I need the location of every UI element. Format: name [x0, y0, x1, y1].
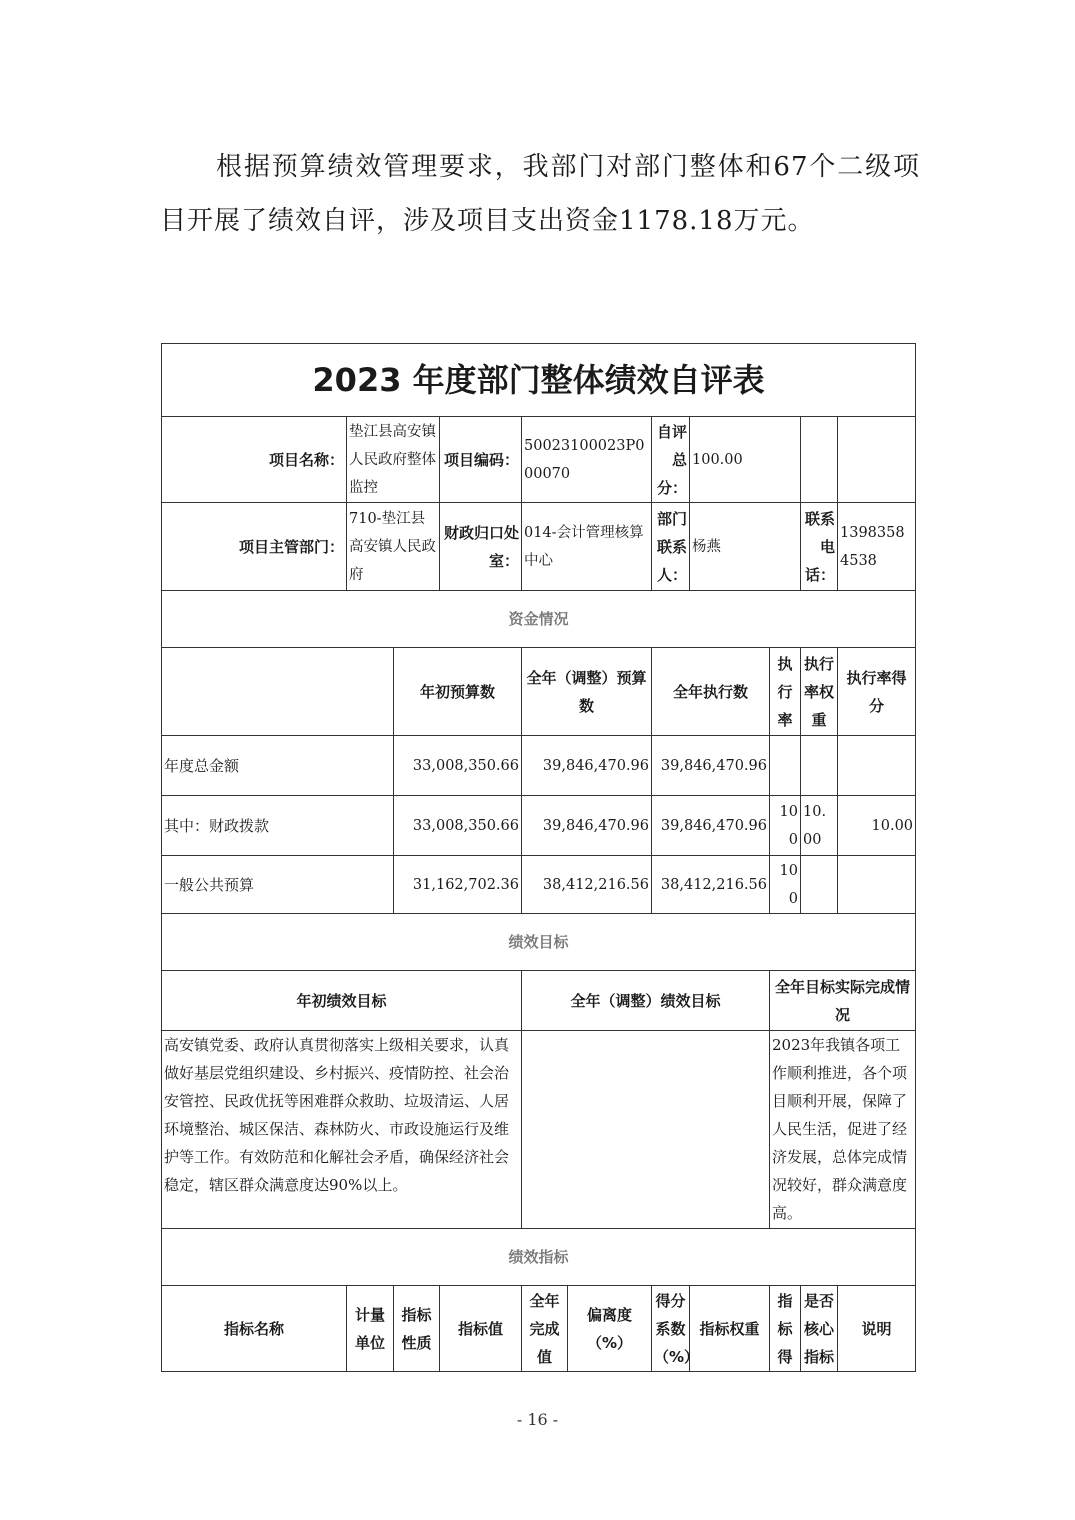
funds-header-initial: 年初预算数 [394, 648, 522, 736]
funds-header-weight: 执行率权重 [801, 648, 838, 736]
indicator-header-weight: 指标权重 [690, 1286, 770, 1372]
project-name-value: 垫江县高安镇人民政府整体监控 [347, 417, 440, 503]
funds-row-executed: 38,412,216.56 [652, 856, 770, 914]
funds-row-rate: 100 [770, 796, 801, 856]
adjusted-goal-text [522, 1031, 770, 1229]
funds-row-score [838, 856, 916, 914]
intro-text: 根据预算绩效管理要求，我部门对部门整体和67个二级项目开展了绩效自评，涉及项目支出资金1178.18万元。 [160, 152, 920, 236]
indicator-header-note: 说明 [838, 1286, 916, 1372]
indicator-header-actual: 全年完成值 [522, 1286, 568, 1372]
goals-section-title: 绩效目标 [162, 914, 916, 971]
indicator-header-coefficient: 得分系数（%） [652, 1286, 690, 1372]
indicator-header-nature: 指标性质 [394, 1286, 440, 1372]
funds-row [162, 796, 916, 856]
empty-cell [801, 417, 838, 503]
empty-cell [838, 417, 916, 503]
funds-row-label: 其中：财政拨款 [162, 796, 394, 856]
phone-label: 联系电话： [801, 503, 838, 591]
funds-row-weight: 10.00 [801, 796, 838, 856]
contact-label: 部门联系人： [652, 503, 690, 591]
indicators-section-title: 绩效指标 [162, 1229, 916, 1286]
funds-header-executed: 全年执行数 [652, 648, 770, 736]
funds-row-executed: 39,846,470.96 [652, 796, 770, 856]
funds-row-weight [801, 736, 838, 796]
project-name-label: 项目名称： [162, 417, 347, 503]
funds-row-adjusted: 39,846,470.96 [522, 796, 652, 856]
initial-goal-text: 高安镇党委、政府认真贯彻落实上级相关要求，认真做好基层党组织建设、乡村振兴、疫情防控、社会治安管控、民政优抚等困难群众救助、垃圾清运、人居环境整治、城区保洁、森林防火、市政设施运行及维护等工作。有效防范和化解社会矛盾，确保经济社会稳定，辖区群众满意度达90%以上。 [162, 1031, 522, 1229]
funds-row-executed: 39,846,470.96 [652, 736, 770, 796]
funds-row-label: 年度总金额 [162, 736, 394, 796]
goals-header-completion: 全年目标实际完成情况 [770, 971, 916, 1031]
indicator-header-score: 指标得 [770, 1286, 801, 1372]
completion-text: 2023年我镇各项工作顺利推进，各个项目顺利开展，保障了人民生活，促进了经济发展，总体完成情况较好，群众满意度高。 [770, 1031, 916, 1229]
funds-row [162, 856, 916, 914]
finance-value: 014-会计管理核算中心 [522, 503, 652, 591]
page-number: - 16 - [516, 1410, 559, 1429]
goals-header-adjusted: 全年（调整）绩效目标 [522, 971, 770, 1031]
funds-header-blank [162, 648, 394, 736]
funds-row-rate [770, 736, 801, 796]
funds-row-initial: 33,008,350.66 [394, 736, 522, 796]
dept-value: 710-垫江县高安镇人民政府 [347, 503, 440, 591]
indicator-header-value: 指标值 [440, 1286, 522, 1372]
goals-header-initial: 年初绩效目标 [162, 971, 522, 1031]
funds-row-rate: 100 [770, 856, 801, 914]
score-value: 100.00 [690, 417, 801, 503]
funds-header-score: 执行率得分 [838, 648, 916, 736]
performance-table [161, 343, 916, 1372]
funds-section-title: 资金情况 [162, 591, 916, 648]
funds-row-weight [801, 856, 838, 914]
funds-row-adjusted: 39,846,470.96 [522, 736, 652, 796]
indicator-header-deviation: 偏离度（%） [568, 1286, 652, 1372]
funds-row-adjusted: 38,412,216.56 [522, 856, 652, 914]
project-code-label: 项目编码： [440, 417, 522, 503]
funds-row-score [838, 736, 916, 796]
indicator-header-unit: 计量单位 [347, 1286, 394, 1372]
funds-header-rate: 执行率 [770, 648, 801, 736]
intro-paragraph [160, 140, 920, 248]
table-title: 2023 年度部门整体绩效自评表 [162, 344, 916, 417]
dept-label: 项目主管部门： [162, 503, 347, 591]
phone-value: 13983584538 [838, 503, 916, 591]
funds-row-initial: 31,162,702.36 [394, 856, 522, 914]
funds-header-adjusted: 全年（调整）预算数 [522, 648, 652, 736]
finance-label: 财政归口处室： [440, 503, 522, 591]
funds-row-initial: 33,008,350.66 [394, 796, 522, 856]
contact-value: 杨燕 [690, 503, 801, 591]
project-code-value: 50023100023P000070 [522, 417, 652, 503]
indicator-header-name: 指标名称 [162, 1286, 347, 1372]
funds-row-label: 一般公共预算 [162, 856, 394, 914]
score-label: 自评总分： [652, 417, 690, 503]
funds-row [162, 736, 916, 796]
indicator-header-core: 是否核心指标 [801, 1286, 838, 1372]
funds-row-score: 10.00 [838, 796, 916, 856]
